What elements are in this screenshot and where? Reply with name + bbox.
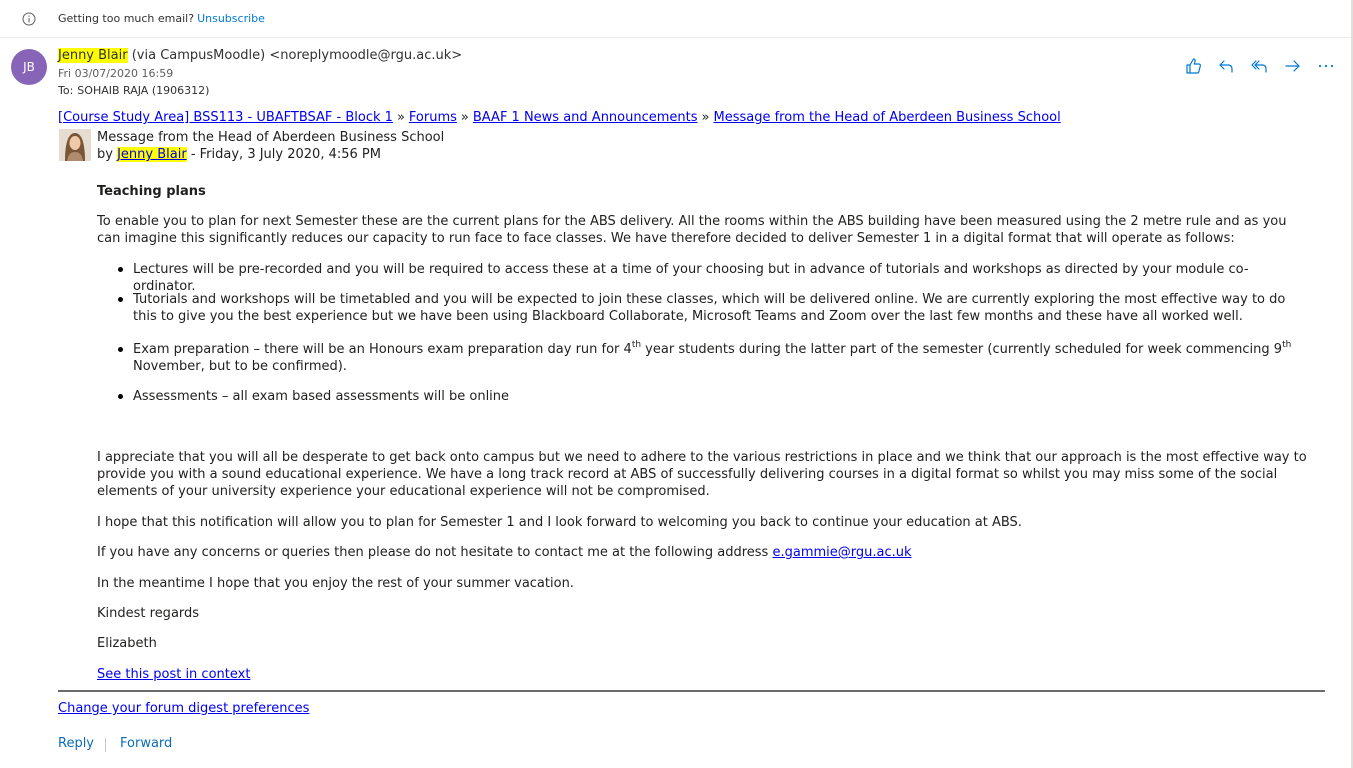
breadcrumb-separator: » <box>460 110 469 125</box>
message-date: Fri 03/07/2020 16:59 <box>58 67 174 80</box>
signature: Elizabeth <box>97 636 157 651</box>
contact-email-link[interactable]: e.gammie@rgu.ac.uk <box>772 545 912 560</box>
recipient-line <box>58 84 209 97</box>
digest-preferences-link[interactable]: Change your forum digest preferences <box>58 701 310 716</box>
signoff: Kindest regards <box>97 606 200 621</box>
notice-bar <box>0 0 1351 38</box>
breadcrumb-forum[interactable]: BAAF 1 News and Announcements <box>472 110 698 125</box>
list-item-text <box>133 341 1308 375</box>
breadcrumb-separator: » <box>701 110 710 125</box>
reply-all-icon[interactable] <box>1249 56 1271 76</box>
post-subject: Message from the Head of Aberdeen Business School <box>97 130 445 145</box>
list-item-text: Lectures will be pre-recorded and you will be required to access these at a time of your choosing but in advance of tutorials and workshops as directed by your module co-ordinator. <box>133 262 1249 294</box>
breadcrumb <box>58 110 1061 125</box>
sender-email: <noreplymoodle@rgu.ac.uk> <box>269 48 463 63</box>
contact-paragraph <box>97 544 1312 561</box>
reply-bar <box>58 736 173 751</box>
context-link-row <box>97 666 1312 683</box>
see-in-context-link[interactable]: See this post in context <box>97 667 251 682</box>
separator <box>105 738 106 752</box>
ordinal-suffix: th <box>631 340 642 350</box>
post-heading: Teaching plans <box>97 184 206 199</box>
sender-line <box>58 48 462 63</box>
prefs-row <box>58 701 309 716</box>
exam-text-3: November, but to be confirmed). <box>133 359 347 374</box>
contact-text: If you have any concerns or queries then please do not hesitate to contact me at the following address <box>97 545 769 560</box>
campus-paragraph: I appreciate that you will all be desperate to get back onto campus but we need to adhere to the various restrictions in place and we think that our approach is the most effective way to provide you with a sound educational experience. We have a long track record at ABS of successfully delivering courses in a digital format so whilst you may miss some of the social elements of your university experience your educational experience will not be compromised. <box>97 450 1307 499</box>
forward-button[interactable]: Forward <box>120 736 173 751</box>
bullet-dot <box>118 347 123 352</box>
breadcrumb-separator: » <box>396 110 405 125</box>
reply-icon[interactable] <box>1216 56 1238 76</box>
exam-text-1: Exam preparation – there will be an Honours exam preparation day run for 4 <box>133 342 632 357</box>
info-icon <box>22 11 36 25</box>
divider <box>58 690 1325 692</box>
list-item-text: Tutorials and workshops will be timetabled and you will be expected to join these classes, which will be delivered online. We are currently exploring the most effective way to do this to give you the best experience but we have been using Blackboard Collaborate, Microsoft Teams and Zoom over the last few months and these have all worked well. <box>133 292 1286 324</box>
like-icon[interactable] <box>1183 56 1205 76</box>
to-label: To: <box>58 84 74 97</box>
exam-text-2: year students during the latter part of the semester (currently scheduled for week commencing 9 <box>641 342 1283 357</box>
list-item-text: Assessments – all exam based assessments will be online <box>133 389 510 404</box>
intro-paragraph: To enable you to plan for next Semester these are the current plans for the ABS delivery. All the rooms within the ABS building have been measured using the 2 metre rule and as you can imagine this significantly reduces our capacity to run face to face classes. We have therefore decided to deliver Semester 1 in a digital format that will operate as follows: <box>97 214 1287 246</box>
avatar[interactable]: JB <box>11 49 47 85</box>
post-date: - Friday, 3 July 2020, 4:56 PM <box>190 147 381 162</box>
author-photo <box>59 129 91 161</box>
breadcrumb-forums[interactable]: Forums <box>408 110 457 125</box>
notice-text <box>58 12 265 25</box>
vacation-paragraph: In the meantime I hope that you enjoy the rest of your summer vacation. <box>97 576 574 591</box>
ordinal-suffix: th <box>1282 340 1292 350</box>
by-label: by <box>97 147 113 162</box>
reply-button[interactable]: Reply <box>58 736 95 751</box>
breadcrumb-discussion[interactable]: Message from the Head of Aberdeen Business School <box>713 110 1061 125</box>
bullet-dot <box>118 394 123 399</box>
sender-via: (via CampusMoodle) <box>131 48 266 63</box>
notification-paragraph: I hope that this notification will allow you to plan for Semester 1 and I look forward to welcoming you back to continue your education at ABS. <box>97 515 1022 530</box>
sender-name[interactable]: Jenny Blair <box>58 48 128 63</box>
unsubscribe-link[interactable]: Unsubscribe <box>197 12 265 25</box>
bullet-dot <box>118 297 123 302</box>
more-icon[interactable] <box>1315 56 1337 76</box>
breadcrumb-course[interactable]: [Course Study Area] BSS113 - UBAFTBSAF - Block 1 <box>58 110 393 125</box>
notice-message: Getting too much email? <box>58 12 195 25</box>
post-byline <box>97 147 381 162</box>
post-author-link[interactable]: Jenny Blair <box>117 147 187 162</box>
recipient[interactable]: SOHAIB RAJA (1906312) <box>77 84 210 97</box>
bullet-dot <box>118 267 123 272</box>
forward-icon[interactable] <box>1282 56 1304 76</box>
